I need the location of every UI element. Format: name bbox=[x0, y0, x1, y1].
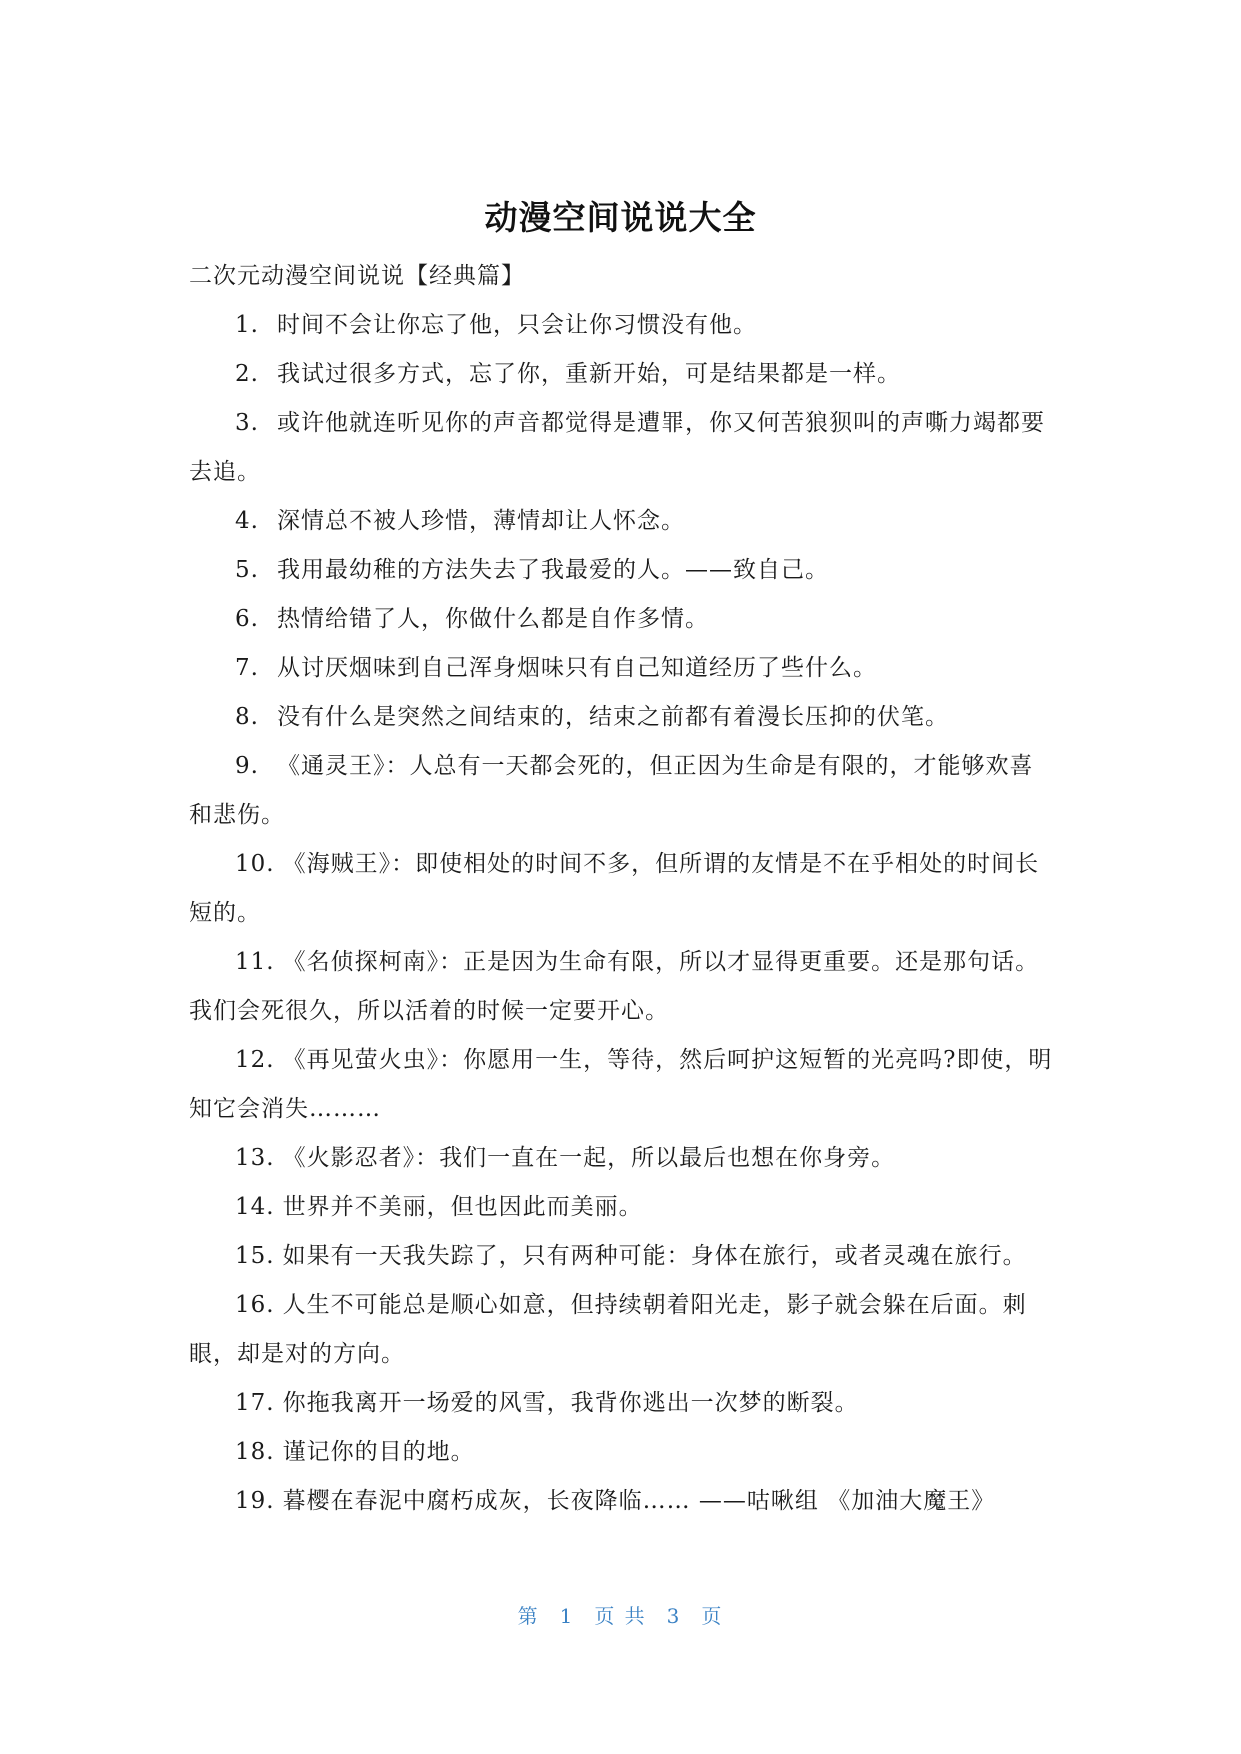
list-item bbox=[189, 693, 1054, 742]
item-number: 1. bbox=[235, 312, 259, 338]
item-text: 如果有一天我失踪了，只有两种可能：身体在旅行，或者灵魂在旅行。 bbox=[282, 1243, 1027, 1269]
item-text: 从讨厌烟味到自己浑身烟味只有自己知道经历了些什么。 bbox=[277, 655, 877, 681]
item-number: 8. bbox=[235, 704, 259, 730]
item-number: 9. bbox=[235, 753, 259, 779]
item-number: 7. bbox=[235, 655, 259, 681]
list-item bbox=[189, 595, 1054, 644]
document-body bbox=[189, 252, 1054, 1526]
list-item bbox=[189, 1134, 1054, 1183]
item-text: 我试过很多方式，忘了你，重新开始，可是结果都是一样。 bbox=[277, 361, 901, 387]
item-number: 13. bbox=[235, 1145, 275, 1171]
item-text: 深情总不被人珍惜，薄情却让人怀念。 bbox=[277, 508, 685, 534]
item-number: 5. bbox=[235, 557, 259, 583]
list-item bbox=[189, 938, 1054, 1036]
item-text: 暮樱在春泥中腐朽成灰，长夜降临…… ——咕啾组 《加油大魔王》 bbox=[282, 1488, 996, 1514]
section-heading: 二次元动漫空间说说【经典篇】 bbox=[189, 263, 525, 289]
page-footer bbox=[0, 1600, 1241, 1629]
item-number: 12. bbox=[235, 1047, 275, 1073]
document-title: 动漫空间说说大全 bbox=[484, 198, 757, 237]
item-number: 18. bbox=[235, 1439, 275, 1465]
list-item bbox=[189, 350, 1054, 399]
item-number: 15. bbox=[235, 1243, 275, 1269]
list-item bbox=[189, 1183, 1054, 1232]
footer-label-page: 第 bbox=[517, 1604, 540, 1628]
list-item bbox=[189, 1428, 1054, 1477]
item-text: 你拖我离开一场爱的风雪，我背你逃出一次梦的断裂。 bbox=[282, 1390, 859, 1416]
item-number: 19. bbox=[235, 1488, 275, 1514]
list-item bbox=[189, 301, 1054, 350]
item-text: 谨记你的目的地。 bbox=[282, 1439, 475, 1465]
item-text: 《名侦探柯南》：正是因为生命有限，所以才显得更重要。还是那句话。我们会死很久，所以活着的时候一定要开心。 bbox=[189, 949, 1040, 1024]
item-text: 人生不可能总是顺心如意，但持续朝着阳光走，影子就会躲在后面。刺眼，却是对的方向。 bbox=[189, 1292, 1027, 1367]
list-item bbox=[189, 399, 1054, 497]
list-item bbox=[189, 1281, 1054, 1379]
item-number: 11. bbox=[235, 949, 275, 975]
item-text: 《再见萤火虫》：你愿用一生，等待，然后呵护这短暂的光亮吗?即使，明知它会消失……… bbox=[189, 1047, 1053, 1122]
item-number: 3. bbox=[235, 410, 259, 436]
list-item bbox=[189, 1036, 1054, 1134]
item-text: 或许他就连听见你的声音都觉得是遭罪，你又何苦狼狈叫的声嘶力竭都要去追。 bbox=[189, 410, 1045, 485]
item-number: 14. bbox=[235, 1194, 275, 1220]
list-item bbox=[189, 1232, 1054, 1281]
total-pages-number: 3 bbox=[666, 1604, 682, 1628]
item-number: 17. bbox=[235, 1390, 275, 1416]
item-text: 《通灵王》：人总有一天都会死的，但正因为生命是有限的，才能够欢喜和悲伤。 bbox=[189, 753, 1034, 828]
item-text: 我用最幼稚的方法失去了我最爱的人。——致自己。 bbox=[277, 557, 829, 583]
list-item bbox=[189, 497, 1054, 546]
list-item bbox=[189, 644, 1054, 693]
current-page-number: 1 bbox=[559, 1604, 575, 1628]
footer-label-of: 页 共 bbox=[594, 1604, 647, 1628]
item-number: 6. bbox=[235, 606, 259, 632]
quote-list bbox=[189, 301, 1054, 1526]
item-text: 世界并不美丽，但也因此而美丽。 bbox=[282, 1194, 643, 1220]
footer-label-pages: 页 bbox=[701, 1604, 724, 1628]
list-item bbox=[189, 1379, 1054, 1428]
list-item bbox=[189, 546, 1054, 595]
item-text: 没有什么是突然之间结束的，结束之前都有着漫长压抑的伏笔。 bbox=[277, 704, 949, 730]
item-number: 4. bbox=[235, 508, 259, 534]
list-item bbox=[189, 840, 1054, 938]
list-item bbox=[189, 1477, 1054, 1526]
item-text: 时间不会让你忘了他，只会让你习惯没有他。 bbox=[277, 312, 757, 338]
item-text: 《火影忍者》：我们一直在一起，所以最后也想在你身旁。 bbox=[282, 1145, 896, 1171]
item-text: 热情给错了人，你做什么都是自作多情。 bbox=[277, 606, 709, 632]
item-number: 10. bbox=[235, 851, 275, 877]
item-text: 《海贼王》：即使相处的时间不多，但所谓的友情是不在乎相处的时间长短的。 bbox=[189, 851, 1040, 926]
item-number: 16. bbox=[235, 1292, 275, 1318]
item-number: 2. bbox=[235, 361, 259, 387]
list-item bbox=[189, 742, 1054, 840]
